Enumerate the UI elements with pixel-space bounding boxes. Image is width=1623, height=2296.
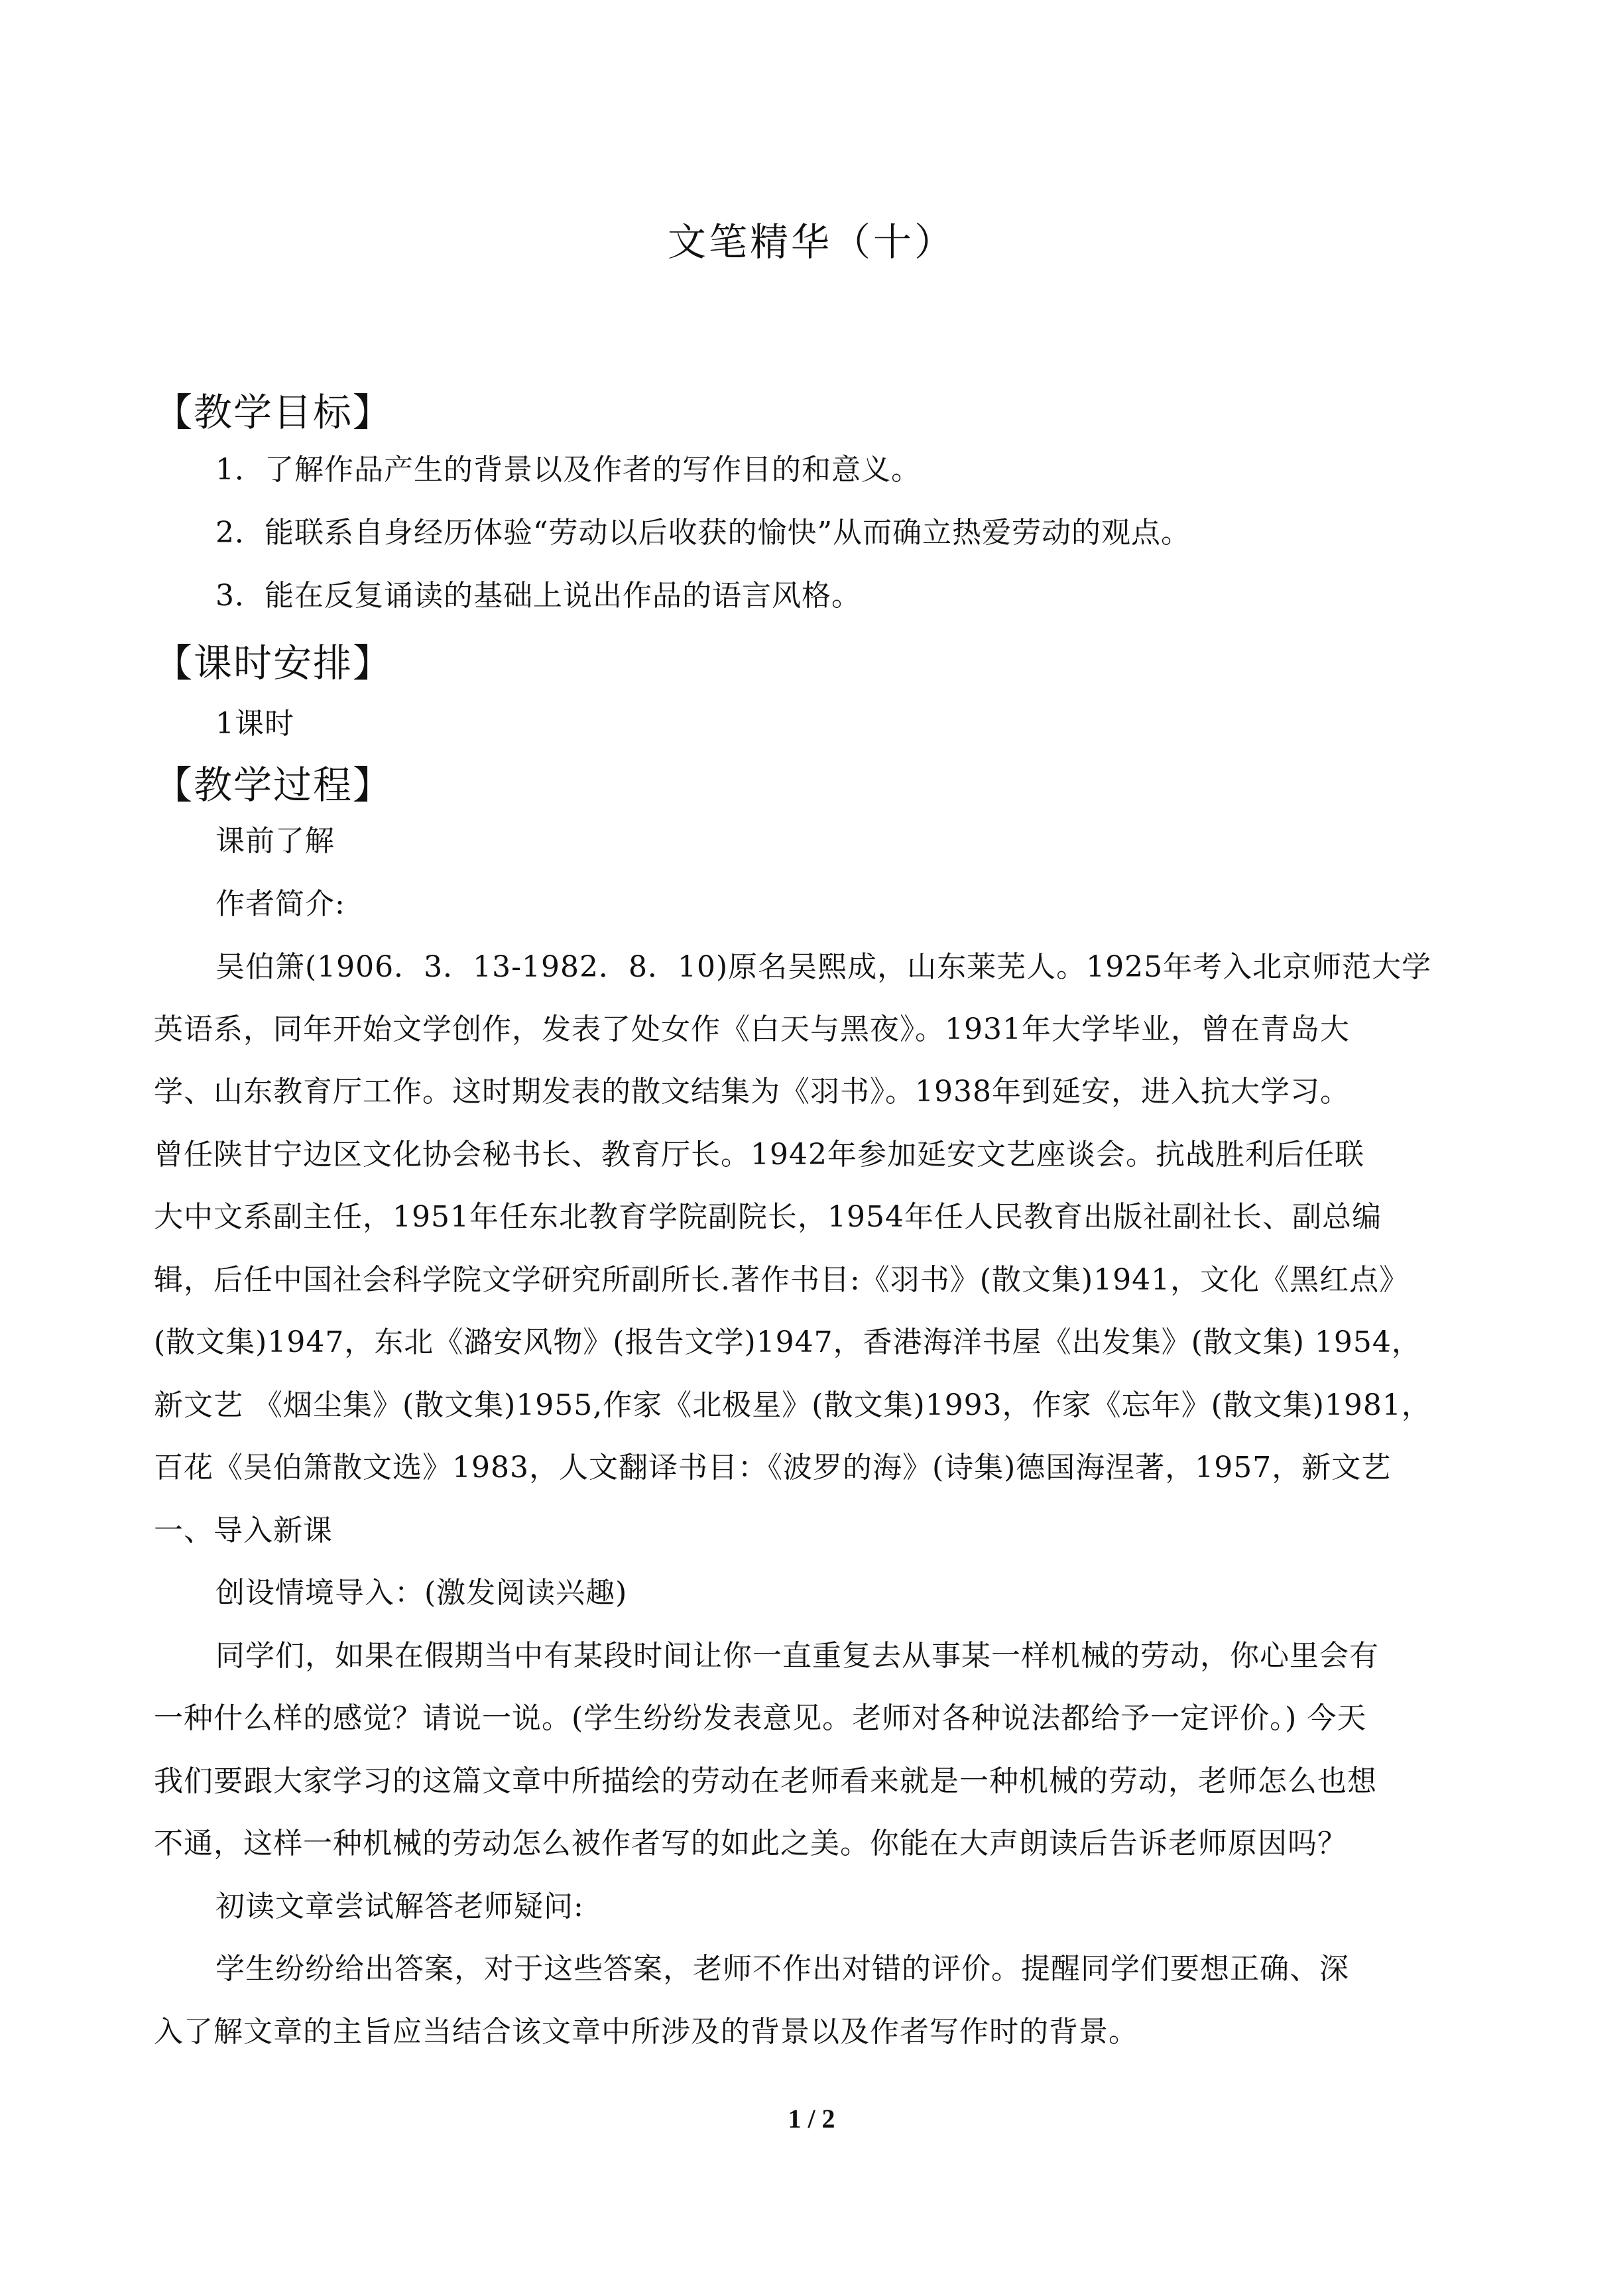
process-line: 入了解文章的主旨应当结合该文章中所涉及的背景以及作者写作时的背景。 [154,2015,1138,2049]
objective-item-3: 3．能在反复诵读的基础上说出作品的语言风格。 [215,579,861,613]
process-line: 曾任陕甘宁边区文化协会秘书长、教育厅长。1942年参加延安文艺座谈会。抗战胜利后任联 [154,1138,1364,1172]
heading-objectives: 【教学目标】 [154,390,393,435]
process-line: 创设情境导入：(激发阅读兴趣) [215,1576,628,1610]
process-line: 同学们，如果在假期当中有某段时间让你一直重复去从事某一样机械的劳动，你心里会有 [215,1639,1379,1673]
process-line: 课前了解 [215,824,335,858]
schedule-text: 1课时 [215,707,294,741]
heading-schedule: 【课时安排】 [154,640,393,686]
process-line: 学生纷纷给出答案，对于这些答案，老师不作出对错的评价。提醒同学们要想正确、深 [215,1952,1349,1986]
process-line: 大中文系副主任，1951年任东北教育学院副院长，1954年任人民教育出版社副社长、副总编 [154,1200,1382,1234]
page-number: 1 / 2 [788,2104,835,2134]
objective-item-1: 1．了解作品产生的背景以及作者的写作目的和意义。 [215,453,921,487]
process-line: 我们要跟大家学习的这篇文章中所描绘的劳动在老师看来就是一种机械的劳动，老师怎么也想 [154,1764,1377,1798]
process-line: 新文艺 《烟尘集》(散文集)1955,作家《北极星》(散文集)1993，作家《忘年》(散文集)1981， [154,1388,1431,1422]
process-line: 辑，后任中国社会科学院文学研究所副所长.著作书目:《羽书》(散文集)1941，文化《黑红点》 [154,1263,1410,1297]
process-line: 英语系，同年开始文学创作，发表了处女作《白天与黑夜》。1931年大学毕业，曾在青岛大 [154,1012,1350,1046]
process-line: (散文集)1947，东北《潞安风物》(报告文学)1947，香港海洋书屋《出发集》(散文集) 1954， [154,1325,1421,1359]
process-line: 初读文章尝试解答老师疑问: [215,1890,584,1923]
process-line: 一种什么样的感觉？请说一说。(学生纷纷发表意见。老师对各种说法都给予一定评价。) 今天 [154,1701,1367,1735]
page-title: 文笔精华（十） [667,219,955,265]
process-line: 不通，这样一种机械的劳动怎么被作者写的如此之美。你能在大声朗读后告诉老师原因吗？ [154,1827,1347,1860]
process-line: 百花《吴伯箫散文选》1983，人文翻译书目：《波罗的海》(诗集)德国海涅著，1957，新文艺 [154,1451,1392,1484]
process-line: 一、导入新课 [154,1514,333,1547]
heading-process: 【教学过程】 [154,762,393,808]
process-line: 学、山东教育厅工作。这时期发表的散文结集为《羽书》。1938年到延安，进入抗大学习。 [154,1075,1350,1109]
process-line: 吴伯箫(1906．3．13-1982．8．10)原名吴熙成，山东莱芜人。1925年考入北京师范大学 [215,950,1432,984]
process-line: 作者简介: [215,887,345,921]
objective-item-2: 2．能联系自身经历体验“劳动以后收获的愉快”从而确立热爱劳动的观点。 [215,516,1191,550]
